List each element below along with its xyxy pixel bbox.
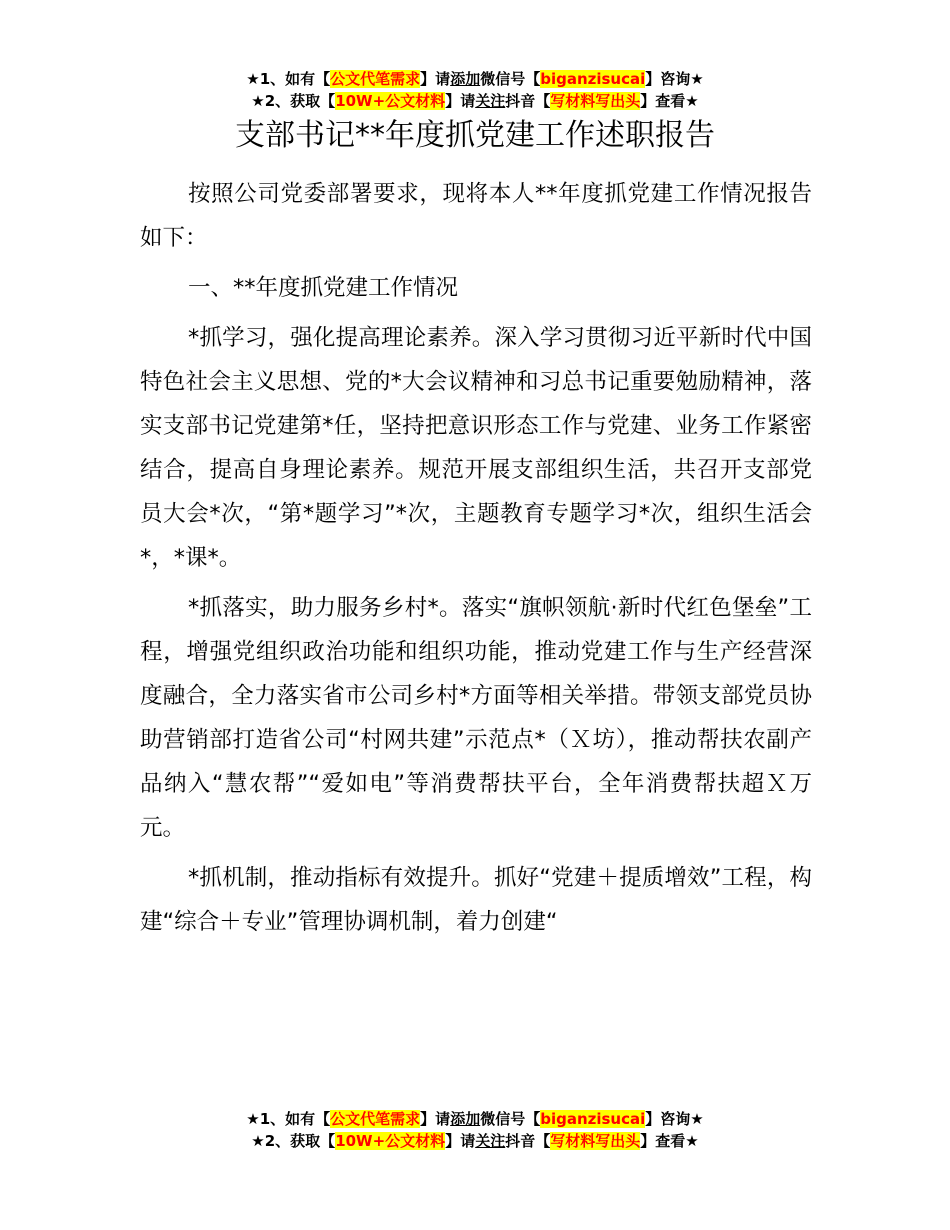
footer-line-2: ★2、获取【10W+公文材料】请关注抖音【写材料写出头】查看★ [251,1132,699,1150]
paragraph-intro: 按照公司党委部署要求，现将本人**年度抓党建工作情况报告如下： [140,181,812,251]
footer-banner [0,1108,950,1152]
highlight-ghostwriting: 公文代笔需求 [330,1110,421,1128]
paragraph-implementation: *抓落实，助力服务乡村*。落实“旗帜领航·新时代红色堡垒”工程，增强党组织政治功能和组织功能，推动党建工作与生产经营深度融合，全力落实省市公司乡村*方面等相关举措。带领支部党员协助营销部打造省公司“村网共建”示范点*（Ｘ坊），推动帮扶农副产品纳入“慧农帮”“爱如电”等消费帮扶平台，全年消费帮扶超Ｘ万元。 [140,595,812,841]
highlight-douyin-id: 写材料写出头 [550,92,641,110]
star-icon: ★ [251,92,265,110]
banner-line-2: ★2、获取【10W+公文材料】请关注抖音【写材料写出头】查看★ [251,92,699,110]
star-icon: ★ [251,1132,265,1150]
header-banner [0,68,950,112]
highlight-wechat-id: biganzisucai [540,70,646,88]
banner-line-1: ★1、如有【公文代笔需求】请添加微信号【biganzisucai】咨询★ [246,70,704,88]
document-body [140,172,812,950]
document-title: 支部书记**年度抓党建工作述职报告 [235,118,715,153]
paragraph-study: *抓学习，强化提高理论素养。深入学习贯彻习近平新时代中国特色社会主义思想、党的*大会议精神和习总书记重要勉励精神，落实支部书记党建第*任，坚持把意识形态工作与党建、业务工作紧密结合，提高自身理论素养。规范开展支部组织生活，共召开支部党员大会*次，“第*题学习”*次，主题教育专题学习*次，组织生活会*，*课*。 [140,325,812,571]
highlight-ghostwriting: 公文代笔需求 [330,70,421,88]
section-heading: 一、**年度抓党建工作情况 [188,275,459,301]
highlight-materials: 10W+公文材料 [335,92,446,110]
star-icon: ★ [246,1110,260,1128]
highlight-wechat-id: biganzisucai [540,1110,646,1128]
highlight-materials: 10W+公文材料 [335,1132,446,1150]
star-icon: ★ [246,70,260,88]
paragraph-mechanism: *抓机制，推动指标有效提升。抓好“党建＋提质增效”工程，构建“综合＋专业”管理协调机制，着力创建“ [140,865,812,935]
highlight-douyin-id: 写材料写出头 [550,1132,641,1150]
footer-line-1: ★1、如有【公文代笔需求】请添加微信号【biganzisucai】咨询★ [246,1110,704,1128]
